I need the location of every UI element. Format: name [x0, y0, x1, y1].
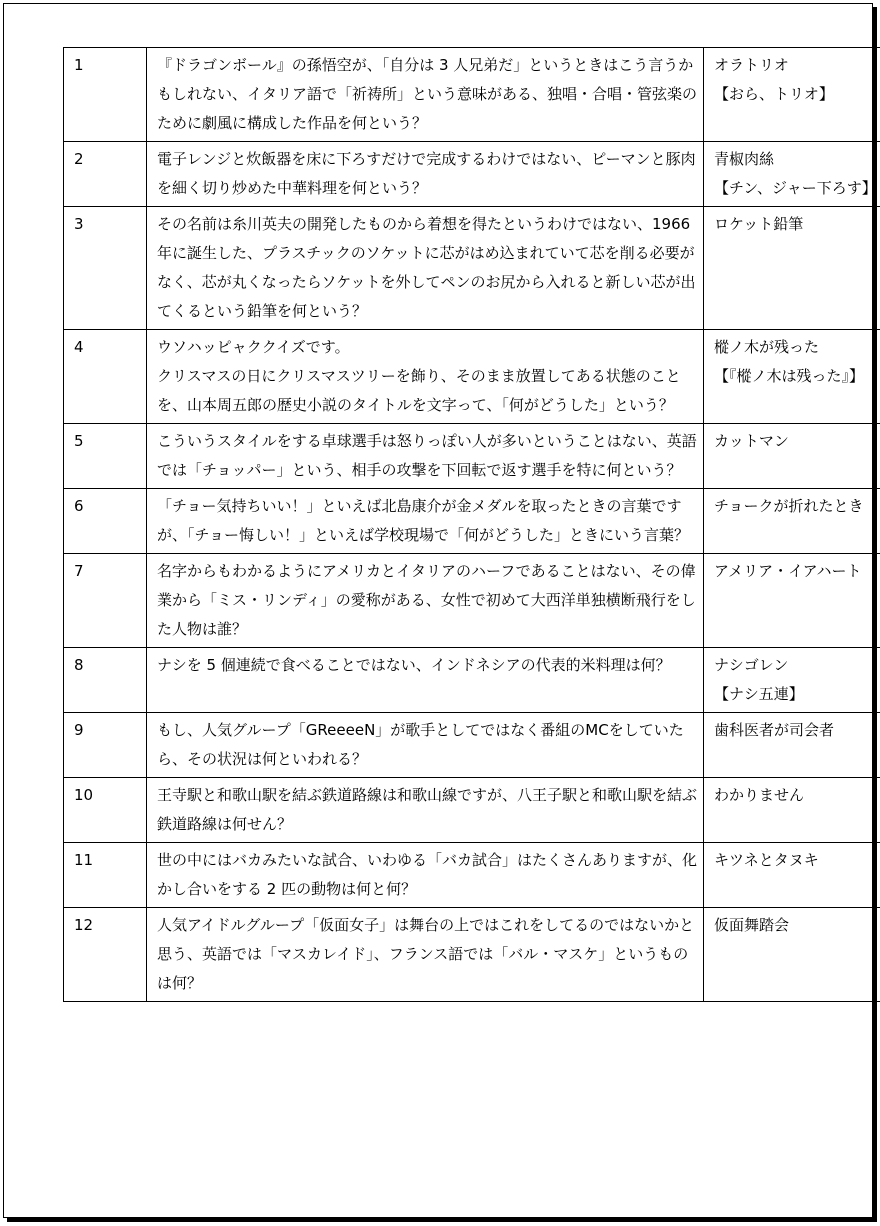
- table-row: [64, 489, 880, 554]
- answer-text: アメリア・イアハート: [704, 554, 880, 648]
- table-row: [64, 554, 880, 648]
- table-row: [64, 330, 880, 424]
- question-number: 11: [64, 843, 147, 908]
- question-text: 『ドラゴンボール』の孫悟空が、「自分は 3 人兄弟だ」というときはこう言うかもしれない、イタリア語で「祈祷所」という意味がある、独唱・合唱・管弦楽のために劇風に構成した作品を何という？: [147, 48, 704, 142]
- question-number: 1: [64, 48, 147, 142]
- question-text: 名字からもわかるようにアメリカとイタリアのハーフであることはない、その偉業から「ミス・リンディ」の愛称がある、女性で初めて大西洋単独横断飛行をした人物は誰？: [147, 554, 704, 648]
- table-row: [64, 713, 880, 778]
- question-number: 6: [64, 489, 147, 554]
- question-number: 10: [64, 778, 147, 843]
- quiz-table-body: [64, 48, 880, 1002]
- question-number: 2: [64, 142, 147, 207]
- table-row: [64, 843, 880, 908]
- answer-text: オラトリオ 【おら、トリオ】: [704, 48, 880, 142]
- question-number: 5: [64, 424, 147, 489]
- question-number: 12: [64, 908, 147, 1002]
- answer-text: 歯科医者が司会者: [704, 713, 880, 778]
- table-row: [64, 648, 880, 713]
- answer-text: カットマン: [704, 424, 880, 489]
- question-number: 8: [64, 648, 147, 713]
- table-row: [64, 207, 880, 330]
- question-text: 人気アイドルグループ「仮面女子」は舞台の上ではこれをしてるのではないかと思う、英語では「マスカレイド」、フランス語では「バル・マスケ」というものは何？: [147, 908, 704, 1002]
- question-text: ナシを 5 個連続で食べることではない、インドネシアの代表的米料理は何？: [147, 648, 704, 713]
- question-text: もし、人気グループ「GReeeeN」が歌手としてではなく番組のMCをしていたら、その状況は何といわれる？: [147, 713, 704, 778]
- answer-text: わかりません: [704, 778, 880, 843]
- question-text: こういうスタイルをする卓球選手は怒りっぽい人が多いということはない、英語では「チョッパー」という、相手の攻撃を下回転で返す選手を特に何という？: [147, 424, 704, 489]
- answer-text: 仮面舞踏会: [704, 908, 880, 1002]
- quiz-table: [63, 47, 880, 1002]
- answer-text: ナシゴレン 【ナシ五連】: [704, 648, 880, 713]
- question-text: 電子レンジと炊飯器を床に下ろすだけで完成するわけではない、ピーマンと豚肉を細く切り炒めた中華料理を何という？: [147, 142, 704, 207]
- question-number: 9: [64, 713, 147, 778]
- question-text: 王寺駅と和歌山駅を結ぶ鉄道路線は和歌山線ですが、八王子駅と和歌山駅を結ぶ鉄道路線は何せん？: [147, 778, 704, 843]
- answer-text: 青椒肉絲 【チン、ジャー下ろす】: [704, 142, 880, 207]
- answer-text: キツネとタヌキ: [704, 843, 880, 908]
- question-number: 3: [64, 207, 147, 330]
- table-row: [64, 424, 880, 489]
- table-row: [64, 778, 880, 843]
- table-row: [64, 142, 880, 207]
- table-row: [64, 908, 880, 1002]
- answer-text: 樅ノ木が残った 【『樅ノ木は残った』】: [704, 330, 880, 424]
- question-text: その名前は糸川英夫の開発したものから着想を得たというわけではない、1966 年に誕生した、プラスチックのソケットに芯がはめ込まれていて芯を削る必要がなく、芯が丸くなったらソケットを外してペンのお尻から入れると新しい芯が出てくるという鉛筆を何という？: [147, 207, 704, 330]
- answer-text: ロケット鉛筆: [704, 207, 880, 330]
- question-number: 7: [64, 554, 147, 648]
- question-text: 世の中にはバカみたいな試合、いわゆる「バカ試合」はたくさんありますが、化かし合いをする 2 匹の動物は何と何？: [147, 843, 704, 908]
- question-number: 4: [64, 330, 147, 424]
- question-text: ウソハッピャククイズです。 クリスマスの日にクリスマスツリーを飾り、そのまま放置してある状態のことを、山本周五郎の歴史小説のタイトルを文字って、「何がどうした」という？: [147, 330, 704, 424]
- answer-text: チョークが折れたとき: [704, 489, 880, 554]
- question-text: 「チョー気持ちいい！」といえば北島康介が金メダルを取ったときの言葉ですが、「チョー悔しい！」といえば学校現場で「何がどうした」ときにいう言葉？: [147, 489, 704, 554]
- table-row: [64, 48, 880, 142]
